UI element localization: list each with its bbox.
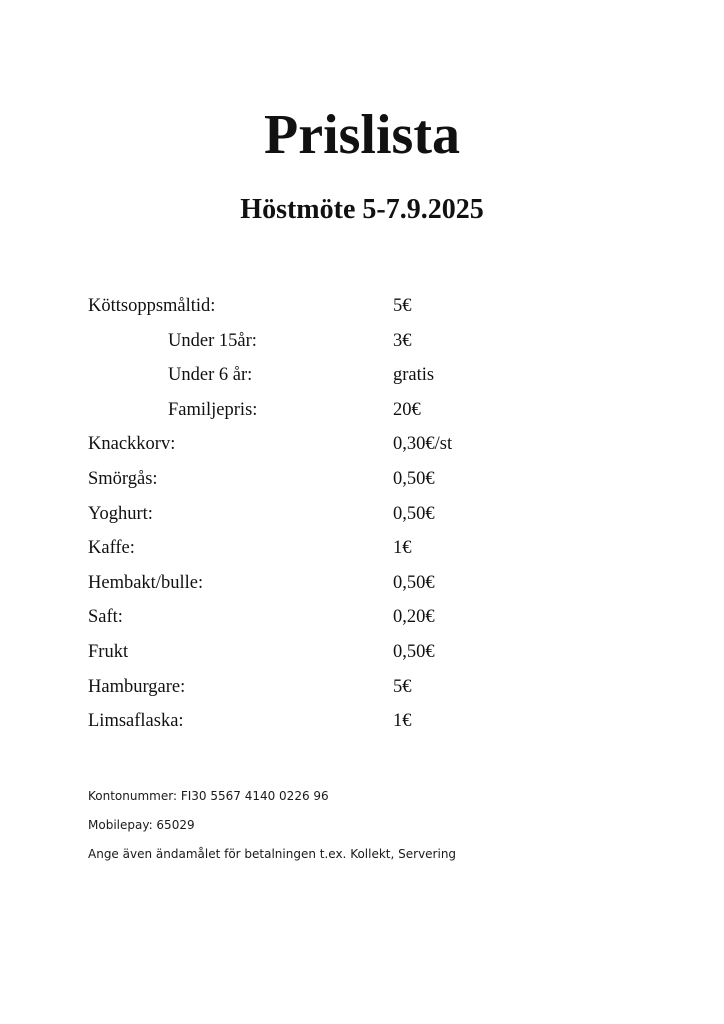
item-name: Limsaflaska: — [88, 711, 184, 732]
item-name: Hembakt/bulle: — [88, 572, 204, 593]
item-price: gratis — [393, 365, 435, 386]
page-title: Prislista — [264, 104, 460, 166]
item-price: 0,30€/st — [393, 434, 453, 455]
item-price: 0,50€ — [393, 468, 435, 489]
price-row-hembakt-bulle — [88, 566, 508, 601]
item-price: 5€ — [393, 296, 412, 316]
page-subtitle: Höstmöte 5-7.9.2025 — [240, 194, 484, 225]
price-row-kaffe — [88, 531, 508, 566]
item-name: Under 6 år: — [168, 365, 253, 386]
price-row-smorgas — [88, 462, 508, 497]
price-row-kottsoppsmaltid — [88, 289, 508, 324]
item-price: 3€ — [393, 330, 412, 351]
price-row-frukt — [88, 635, 508, 670]
account-number: Kontonummer: FI30 5567 4140 0226 96 — [88, 789, 329, 803]
item-name: Frukt — [88, 641, 129, 662]
price-row-under-6 — [88, 358, 508, 393]
item-price: 0,50€ — [393, 572, 435, 593]
item-price: 1€ — [393, 711, 412, 732]
item-name: Hamburgare: — [88, 676, 186, 697]
price-row-familjepris — [88, 393, 508, 428]
item-price: 1€ — [393, 538, 412, 559]
item-name: Familjepris: — [168, 399, 258, 420]
item-price: 0,20€ — [393, 607, 435, 628]
item-price: 5€ — [393, 676, 412, 697]
payment-note: Ange även ändamålet för betalningen t.ex. Kollekt, Servering — [88, 847, 457, 861]
item-name: Kaffe: — [88, 538, 135, 559]
item-name: Smörgås: — [88, 468, 158, 489]
price-row-yoghurt — [88, 497, 508, 532]
item-price: 20€ — [393, 399, 421, 420]
item-price: 0,50€ — [393, 641, 435, 662]
item-name: Köttsoppsmåltid: — [88, 296, 216, 316]
mobilepay-number: Mobilepay: 65029 — [88, 818, 195, 832]
price-row-saft — [88, 600, 508, 635]
price-row-under-15 — [88, 324, 508, 359]
price-row-limsaflaska — [88, 704, 508, 739]
item-name: Knackkorv: — [88, 434, 176, 455]
price-list — [88, 289, 508, 739]
price-row-knackkorv — [88, 427, 508, 462]
payment-info — [88, 786, 456, 873]
item-name: Under 15år: — [168, 330, 257, 351]
item-name: Yoghurt: — [88, 503, 153, 524]
item-name: Saft: — [88, 607, 123, 628]
item-price: 0,50€ — [393, 503, 435, 524]
price-row-hamburgare — [88, 670, 508, 705]
